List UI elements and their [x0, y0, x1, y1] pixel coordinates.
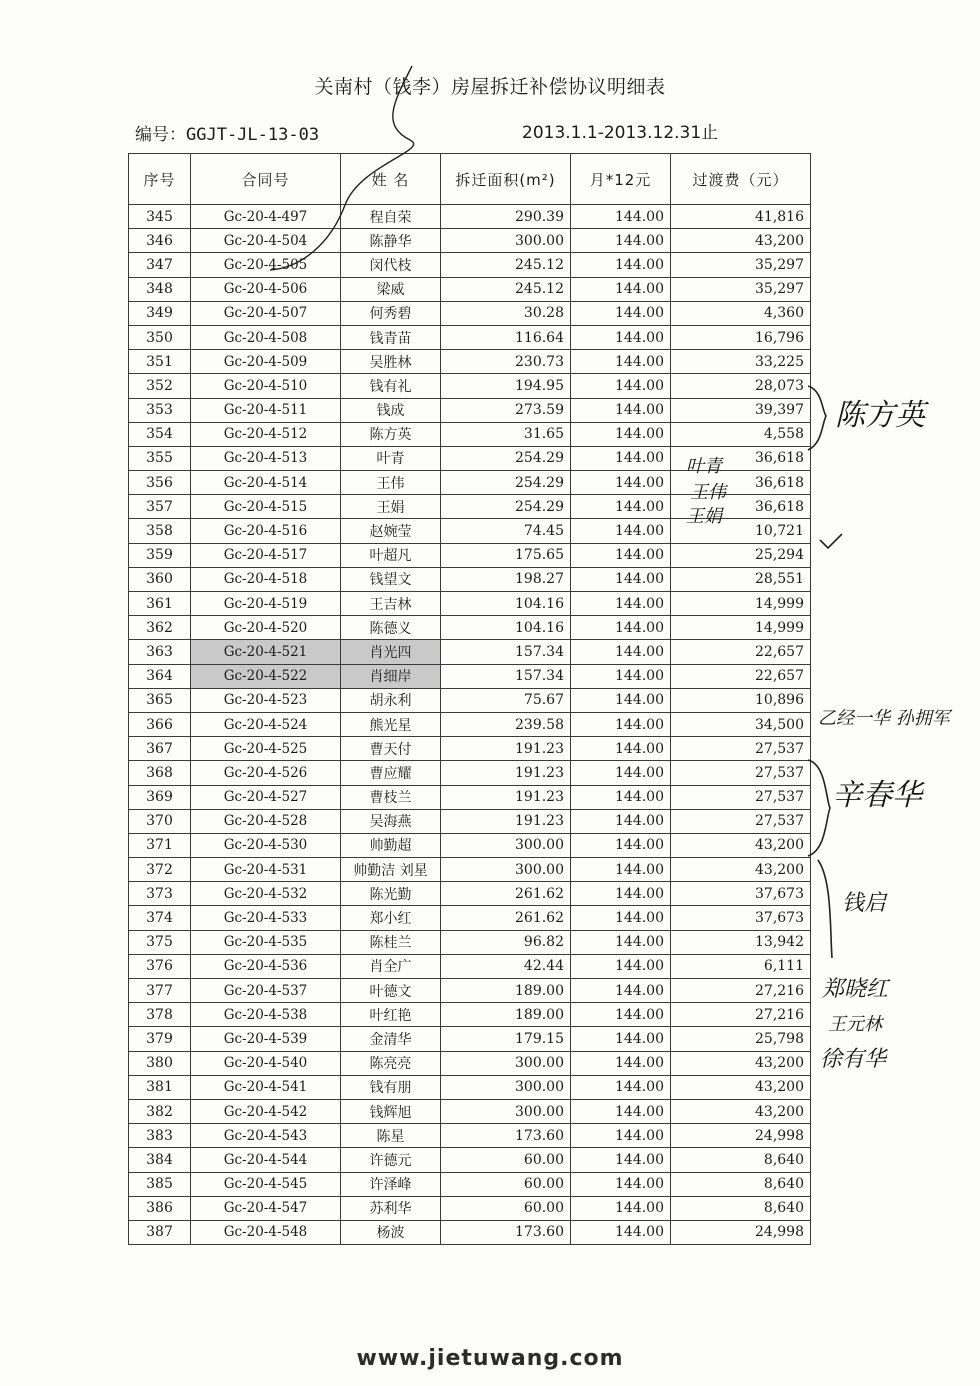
document-title: 关南村（钱李）房屋拆迁补偿协议明细表 [314, 76, 666, 98]
contract-number-cell: Gc-20-4-531 [191, 858, 341, 882]
contract-number-cell: Gc-20-4-497 [191, 205, 341, 229]
relocation-area-cell: 189.00 [441, 979, 571, 1003]
contract-number-cell: Gc-20-4-537 [191, 979, 341, 1003]
relocation-area-cell: 273.59 [441, 398, 571, 422]
relocation-area-cell: 173.60 [441, 1124, 571, 1148]
transition-fee-cell: 27,537 [671, 737, 811, 761]
row-number-cell: 350 [129, 325, 191, 349]
relocation-area-cell: 230.73 [441, 350, 571, 374]
resident-name-cell: 赵婉莹 [341, 519, 441, 543]
contract-number-cell: Gc-20-4-508 [191, 325, 341, 349]
transition-fee-cell: 37,673 [671, 906, 811, 930]
row-number-cell: 376 [129, 954, 191, 978]
header-no: 序号 [129, 154, 191, 205]
resident-name-cell: 钱望文 [341, 567, 441, 591]
monthly-rate-cell: 144.00 [571, 253, 671, 277]
monthly-rate-cell: 144.00 [571, 301, 671, 325]
monthly-rate-cell: 144.00 [571, 833, 671, 857]
transition-fee-cell: 27,537 [671, 761, 811, 785]
contract-number-cell: Gc-20-4-504 [191, 229, 341, 253]
contract-number-cell: Gc-20-4-536 [191, 954, 341, 978]
transition-fee-cell: 4,360 [671, 301, 811, 325]
resident-name-cell: 肖细岸 [341, 664, 441, 688]
resident-name-cell: 肖光四 [341, 640, 441, 664]
transition-fee-cell: 41,816 [671, 205, 811, 229]
row-number-cell: 374 [129, 906, 191, 930]
header-area: 拆迁面积(m²) [441, 154, 571, 205]
row-number-cell: 345 [129, 205, 191, 229]
relocation-area-cell: 179.15 [441, 1027, 571, 1051]
monthly-rate-cell: 144.00 [571, 1027, 671, 1051]
resident-name-cell: 许德元 [341, 1148, 441, 1172]
handwriting-ye-qing: 叶青 [686, 456, 722, 477]
check-mark [820, 534, 842, 548]
monthly-rate-cell: 144.00 [571, 495, 671, 519]
contract-number-cell: Gc-20-4-527 [191, 785, 341, 809]
transition-fee-cell: 6,111 [671, 954, 811, 978]
row-number-cell: 360 [129, 567, 191, 591]
transition-fee-cell: 25,798 [671, 1027, 811, 1051]
contract-number-cell: Gc-20-4-505 [191, 253, 341, 277]
contract-number-cell: Gc-20-4-541 [191, 1075, 341, 1099]
monthly-rate-cell: 144.00 [571, 930, 671, 954]
monthly-rate-cell: 144.00 [571, 616, 671, 640]
relocation-area-cell: 175.65 [441, 543, 571, 567]
transition-fee-cell: 25,294 [671, 543, 811, 567]
relocation-area-cell: 60.00 [441, 1148, 571, 1172]
transition-fee-cell: 35,297 [671, 277, 811, 301]
resident-name-cell: 梁威 [341, 277, 441, 301]
resident-name-cell: 肖全广 [341, 954, 441, 978]
row-number-cell: 346 [129, 229, 191, 253]
row-number-cell: 366 [129, 712, 191, 736]
monthly-rate-cell: 144.00 [571, 567, 671, 591]
header-contract: 合同号 [191, 154, 341, 205]
resident-name-cell: 陈方英 [341, 422, 441, 446]
resident-name-cell: 苏利华 [341, 1196, 441, 1220]
contract-number-cell: Gc-20-4-522 [191, 664, 341, 688]
contract-number-cell: Gc-20-4-548 [191, 1220, 341, 1244]
transition-fee-cell: 35,297 [671, 253, 811, 277]
transition-fee-cell: 33,225 [671, 350, 811, 374]
relocation-area-cell: 239.58 [441, 712, 571, 736]
relocation-area-cell: 261.62 [441, 906, 571, 930]
relocation-area-cell: 254.29 [441, 495, 571, 519]
transition-fee-cell: 27,216 [671, 1003, 811, 1027]
row-number-cell: 359 [129, 543, 191, 567]
relocation-area-cell: 194.95 [441, 374, 571, 398]
contract-number-cell: Gc-20-4-511 [191, 398, 341, 422]
relocation-area-cell: 60.00 [441, 1196, 571, 1220]
monthly-rate-cell: 144.00 [571, 858, 671, 882]
resident-name-cell: 钱辉旭 [341, 1099, 441, 1123]
resident-name-cell: 王伟 [341, 471, 441, 495]
monthly-rate-cell: 144.00 [571, 229, 671, 253]
resident-name-cell: 郑小红 [341, 906, 441, 930]
relocation-area-cell: 300.00 [441, 833, 571, 857]
row-number-cell: 355 [129, 446, 191, 470]
transition-fee-cell: 43,200 [671, 1099, 811, 1123]
resident-name-cell: 闵代枝 [341, 253, 441, 277]
date-range: 2013.1.1-2013.12.31止 [522, 123, 719, 143]
handwriting-xu-youhua: 徐有华 [820, 1047, 887, 1072]
monthly-rate-cell: 144.00 [571, 1196, 671, 1220]
row-number-cell: 358 [129, 519, 191, 543]
monthly-rate-cell: 144.00 [571, 664, 671, 688]
brace-371-374 [818, 860, 832, 958]
monthly-rate-cell: 144.00 [571, 1220, 671, 1244]
monthly-rate-cell: 144.00 [571, 906, 671, 930]
relocation-area-cell: 191.23 [441, 737, 571, 761]
resident-name-cell: 陈静华 [341, 229, 441, 253]
relocation-area-cell: 96.82 [441, 930, 571, 954]
transition-fee-cell: 27,216 [671, 979, 811, 1003]
relocation-area-cell: 60.00 [441, 1172, 571, 1196]
row-number-cell: 361 [129, 592, 191, 616]
row-number-cell: 370 [129, 809, 191, 833]
monthly-rate-cell: 144.00 [571, 350, 671, 374]
contract-number-cell: Gc-20-4-532 [191, 882, 341, 906]
contract-number-cell: Gc-20-4-530 [191, 833, 341, 857]
monthly-rate-cell: 144.00 [571, 761, 671, 785]
row-number-cell: 349 [129, 301, 191, 325]
relocation-area-cell: 300.00 [441, 1099, 571, 1123]
relocation-area-cell: 300.00 [441, 858, 571, 882]
handwriting-wang-wei: 王伟 [690, 482, 726, 503]
row-number-cell: 387 [129, 1220, 191, 1244]
resident-name-cell: 胡永利 [341, 688, 441, 712]
resident-name-cell: 吴胜林 [341, 350, 441, 374]
contract-number-cell: Gc-20-4-512 [191, 422, 341, 446]
row-number-cell: 365 [129, 688, 191, 712]
transition-fee-cell: 10,896 [671, 688, 811, 712]
handwriting-qian: 钱启 [842, 891, 887, 916]
brace-352-354 [808, 386, 826, 450]
transition-fee-cell: 16,796 [671, 325, 811, 349]
row-number-cell: 367 [129, 737, 191, 761]
relocation-area-cell: 191.23 [441, 785, 571, 809]
resident-name-cell: 杨波 [341, 1220, 441, 1244]
resident-name-cell: 曹天付 [341, 737, 441, 761]
relocation-area-cell: 191.23 [441, 809, 571, 833]
row-number-cell: 373 [129, 882, 191, 906]
transition-fee-cell: 28,551 [671, 567, 811, 591]
monthly-rate-cell: 144.00 [571, 325, 671, 349]
resident-name-cell: 钱青苗 [341, 325, 441, 349]
resident-name-cell: 熊光星 [341, 712, 441, 736]
contract-number-cell: Gc-20-4-545 [191, 1172, 341, 1196]
contract-number-cell: Gc-20-4-516 [191, 519, 341, 543]
relocation-area-cell: 157.34 [441, 640, 571, 664]
row-number-cell: 379 [129, 1027, 191, 1051]
monthly-rate-cell: 144.00 [571, 737, 671, 761]
relocation-area-cell: 254.29 [441, 471, 571, 495]
relocation-area-cell: 191.23 [441, 761, 571, 785]
relocation-area-cell: 173.60 [441, 1220, 571, 1244]
resident-name-cell: 陈亮亮 [341, 1051, 441, 1075]
row-number-cell: 352 [129, 374, 191, 398]
relocation-area-cell: 75.67 [441, 688, 571, 712]
monthly-rate-cell: 144.00 [571, 979, 671, 1003]
monthly-rate-cell: 144.00 [571, 809, 671, 833]
relocation-area-cell: 290.39 [441, 205, 571, 229]
resident-name-cell: 曹应耀 [341, 761, 441, 785]
row-number-cell: 382 [129, 1099, 191, 1123]
row-number-cell: 372 [129, 858, 191, 882]
contract-number-cell: Gc-20-4-510 [191, 374, 341, 398]
row-number-cell: 357 [129, 495, 191, 519]
handwriting-note-365: 乙经一华 孙拥军 [818, 708, 950, 729]
resident-name-cell: 钱有朋 [341, 1075, 441, 1099]
transition-fee-cell: 8,640 [671, 1148, 811, 1172]
monthly-rate-cell: 144.00 [571, 1148, 671, 1172]
row-number-cell: 385 [129, 1172, 191, 1196]
transition-fee-cell: 43,200 [671, 1075, 811, 1099]
row-number-cell: 354 [129, 422, 191, 446]
relocation-area-cell: 189.00 [441, 1003, 571, 1027]
transition-fee-cell: 36,618 [671, 446, 811, 470]
monthly-rate-cell: 144.00 [571, 398, 671, 422]
contract-number-cell: Gc-20-4-544 [191, 1148, 341, 1172]
resident-name-cell: 王娟 [341, 495, 441, 519]
row-number-cell: 362 [129, 616, 191, 640]
row-number-cell: 383 [129, 1124, 191, 1148]
transition-fee-cell: 27,537 [671, 785, 811, 809]
resident-name-cell: 曹枝兰 [341, 785, 441, 809]
relocation-area-cell: 104.16 [441, 592, 571, 616]
monthly-rate-cell: 144.00 [571, 1172, 671, 1196]
relocation-area-cell: 74.45 [441, 519, 571, 543]
header-rate: 月*12元 [571, 154, 671, 205]
contract-number-cell: Gc-20-4-523 [191, 688, 341, 712]
transition-fee-cell: 10,721 [671, 519, 811, 543]
row-number-cell: 364 [129, 664, 191, 688]
transition-fee-cell: 43,200 [671, 833, 811, 857]
contract-number-cell: Gc-20-4-542 [191, 1099, 341, 1123]
contract-number-cell: Gc-20-4-524 [191, 712, 341, 736]
contract-number-cell: Gc-20-4-547 [191, 1196, 341, 1220]
monthly-rate-cell: 144.00 [571, 374, 671, 398]
monthly-rate-cell: 144.00 [571, 519, 671, 543]
relocation-area-cell: 254.29 [441, 446, 571, 470]
transition-fee-cell: 14,999 [671, 592, 811, 616]
resident-name-cell: 吴海燕 [341, 809, 441, 833]
row-number-cell: 381 [129, 1075, 191, 1099]
row-number-cell: 384 [129, 1148, 191, 1172]
contract-number-cell: Gc-20-4-526 [191, 761, 341, 785]
resident-name-cell: 钱成 [341, 398, 441, 422]
resident-name-cell: 叶超凡 [341, 543, 441, 567]
row-number-cell: 380 [129, 1051, 191, 1075]
monthly-rate-cell: 144.00 [571, 543, 671, 567]
row-number-cell: 347 [129, 253, 191, 277]
monthly-rate-cell: 144.00 [571, 712, 671, 736]
contract-number-cell: Gc-20-4-528 [191, 809, 341, 833]
row-number-cell: 377 [129, 979, 191, 1003]
transition-fee-cell: 22,657 [671, 640, 811, 664]
contract-number-cell: Gc-20-4-525 [191, 737, 341, 761]
resident-name-cell: 许泽峰 [341, 1172, 441, 1196]
relocation-area-cell: 245.12 [441, 253, 571, 277]
contract-number-cell: Gc-20-4-521 [191, 640, 341, 664]
relocation-area-cell: 30.28 [441, 301, 571, 325]
transition-fee-cell: 13,942 [671, 930, 811, 954]
transition-fee-cell: 43,200 [671, 858, 811, 882]
monthly-rate-cell: 144.00 [571, 1003, 671, 1027]
row-number-cell: 378 [129, 1003, 191, 1027]
contract-number-cell: Gc-20-4-509 [191, 350, 341, 374]
handwriting-chen-fangying: 陈方英 [835, 398, 925, 433]
row-number-cell: 353 [129, 398, 191, 422]
resident-name-cell: 钱有礼 [341, 374, 441, 398]
monthly-rate-cell: 144.00 [571, 954, 671, 978]
contract-number-cell: Gc-20-4-519 [191, 592, 341, 616]
transition-fee-cell: 39,397 [671, 398, 811, 422]
relocation-area-cell: 300.00 [441, 229, 571, 253]
resident-name-cell: 陈桂兰 [341, 930, 441, 954]
transition-fee-cell: 36,618 [671, 471, 811, 495]
relocation-area-cell: 261.62 [441, 882, 571, 906]
handwriting-wang-juan: 王娟 [686, 506, 722, 527]
monthly-rate-cell: 144.00 [571, 1075, 671, 1099]
contract-number-cell: Gc-20-4-538 [191, 1003, 341, 1027]
contract-number-cell: Gc-20-4-539 [191, 1027, 341, 1051]
header-name: 姓 名 [341, 154, 441, 205]
handwriting-zheng: 郑晓红 [822, 977, 889, 1002]
relocation-area-cell: 245.12 [441, 277, 571, 301]
brace-367-370 [808, 760, 830, 856]
resident-name-cell: 帅勤洁 刘星 [341, 858, 441, 882]
resident-name-cell: 程自荣 [341, 205, 441, 229]
resident-name-cell: 陈光勤 [341, 882, 441, 906]
contract-number-cell: Gc-20-4-535 [191, 930, 341, 954]
relocation-area-cell: 157.34 [441, 664, 571, 688]
row-number-cell: 368 [129, 761, 191, 785]
resident-name-cell: 何秀碧 [341, 301, 441, 325]
monthly-rate-cell: 144.00 [571, 1099, 671, 1123]
monthly-rate-cell: 144.00 [571, 205, 671, 229]
relocation-area-cell: 42.44 [441, 954, 571, 978]
monthly-rate-cell: 144.00 [571, 422, 671, 446]
row-number-cell: 369 [129, 785, 191, 809]
contract-number-cell: Gc-20-4-518 [191, 567, 341, 591]
transition-fee-cell: 43,200 [671, 1051, 811, 1075]
row-number-cell: 386 [129, 1196, 191, 1220]
resident-name-cell: 叶青 [341, 446, 441, 470]
contract-number-cell: Gc-20-4-515 [191, 495, 341, 519]
transition-fee-cell: 27,537 [671, 809, 811, 833]
transition-fee-cell: 37,673 [671, 882, 811, 906]
transition-fee-cell: 36,618 [671, 495, 811, 519]
transition-fee-cell: 22,657 [671, 664, 811, 688]
row-number-cell: 363 [129, 640, 191, 664]
resident-name-cell: 陈星 [341, 1124, 441, 1148]
row-number-cell: 348 [129, 277, 191, 301]
contract-number-cell: Gc-20-4-520 [191, 616, 341, 640]
monthly-rate-cell: 144.00 [571, 592, 671, 616]
monthly-rate-cell: 144.00 [571, 471, 671, 495]
transition-fee-cell: 28,073 [671, 374, 811, 398]
monthly-rate-cell: 144.00 [571, 785, 671, 809]
transition-fee-cell: 8,640 [671, 1196, 811, 1220]
transition-fee-cell: 4,558 [671, 422, 811, 446]
relocation-area-cell: 198.27 [441, 567, 571, 591]
monthly-rate-cell: 144.00 [571, 882, 671, 906]
monthly-rate-cell: 144.00 [571, 1124, 671, 1148]
monthly-rate-cell: 144.00 [571, 640, 671, 664]
monthly-rate-cell: 144.00 [571, 277, 671, 301]
resident-name-cell: 帅勤超 [341, 833, 441, 857]
contract-number-cell: Gc-20-4-543 [191, 1124, 341, 1148]
resident-name-cell: 叶德文 [341, 979, 441, 1003]
monthly-rate-cell: 144.00 [571, 688, 671, 712]
contract-number-cell: Gc-20-4-507 [191, 301, 341, 325]
resident-name-cell: 叶红艳 [341, 1003, 441, 1027]
watermark: www.jietuwang.com [356, 1346, 624, 1371]
resident-name-cell: 金清华 [341, 1027, 441, 1051]
row-number-cell: 371 [129, 833, 191, 857]
relocation-area-cell: 116.64 [441, 325, 571, 349]
document-code: 编号：GGJT-JL-13-03 [135, 125, 320, 145]
row-number-cell: 356 [129, 471, 191, 495]
contract-number-cell: Gc-20-4-514 [191, 471, 341, 495]
contract-number-cell: Gc-20-4-513 [191, 446, 341, 470]
transition-fee-cell: 24,998 [671, 1124, 811, 1148]
contract-number-cell: Gc-20-4-540 [191, 1051, 341, 1075]
transition-fee-cell: 8,640 [671, 1172, 811, 1196]
relocation-area-cell: 31.65 [441, 422, 571, 446]
transition-fee-cell: 14,999 [671, 616, 811, 640]
resident-name-cell: 王吉林 [341, 592, 441, 616]
relocation-area-cell: 300.00 [441, 1051, 571, 1075]
relocation-area-cell: 300.00 [441, 1075, 571, 1099]
row-number-cell: 351 [129, 350, 191, 374]
contract-number-cell: Gc-20-4-517 [191, 543, 341, 567]
handwriting-wang-yuanlin: 王元林 [828, 1014, 882, 1035]
relocation-area-cell: 104.16 [441, 616, 571, 640]
monthly-rate-cell: 144.00 [571, 446, 671, 470]
contract-number-cell: Gc-20-4-533 [191, 906, 341, 930]
header-fee: 过渡费（元） [671, 154, 811, 205]
transition-fee-cell: 43,200 [671, 229, 811, 253]
contract-number-cell: Gc-20-4-506 [191, 277, 341, 301]
row-number-cell: 375 [129, 930, 191, 954]
handwriting-wang-chunhua: 辛春华 [832, 778, 922, 813]
transition-fee-cell: 24,998 [671, 1220, 811, 1244]
monthly-rate-cell: 144.00 [571, 1051, 671, 1075]
transition-fee-cell: 34,500 [671, 712, 811, 736]
pen-stroke-top [270, 66, 414, 270]
resident-name-cell: 陈德义 [341, 616, 441, 640]
